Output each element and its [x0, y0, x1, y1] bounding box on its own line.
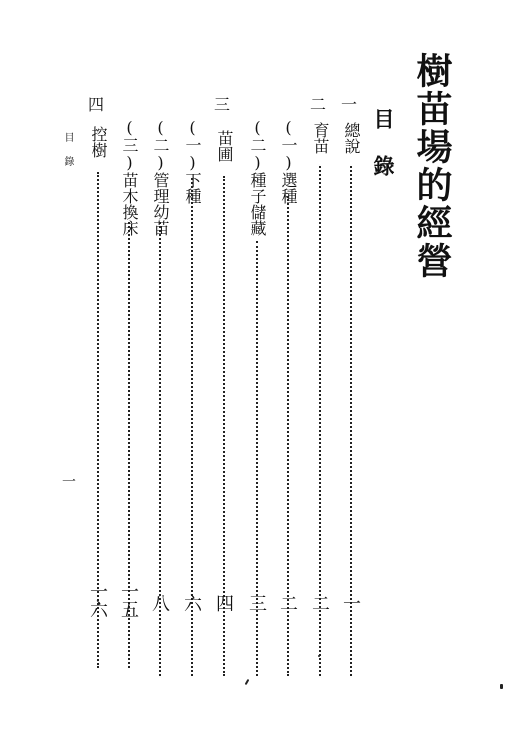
toc-entry-label: 控樹 — [89, 126, 108, 158]
toc-entry-label: 苗圃 — [215, 130, 234, 162]
toc-entry-label: (二)種子儲藏 — [248, 118, 267, 236]
toc-entry-page: 一 — [340, 594, 361, 612]
toc-entry-label: (二)管理幼苗 — [151, 118, 170, 236]
toc-entry-page: 八 — [149, 594, 170, 612]
toc-entry-label: 育苗 — [311, 122, 330, 154]
running-head: 目錄 — [62, 132, 73, 180]
toc-entry-page: 二 — [309, 594, 330, 612]
toc-entry-number: 一 — [341, 95, 358, 114]
toc-entry-page: 一五 — [118, 582, 139, 618]
toc-entry-label: (三)苗木換床 — [120, 118, 139, 236]
toc-heading: 目錄 — [371, 108, 396, 202]
toc-entry-label: (一)選種 — [279, 118, 298, 204]
paper-speck — [245, 679, 250, 685]
toc-entry-page: 六 — [181, 594, 202, 612]
toc-entry-number: 三 — [214, 95, 231, 114]
paper-speck — [500, 684, 503, 689]
toc-entry-page: 四 — [213, 594, 234, 612]
folio-page-number: 一 — [60, 474, 76, 488]
toc-entry-label: 總說 — [342, 122, 361, 154]
toc-entry-page: 一六 — [87, 582, 108, 618]
book-title: 樹苗場的經營 — [411, 52, 453, 280]
toc-entry-page: 二 — [277, 594, 298, 612]
paper-speck — [318, 655, 320, 657]
toc-entry-page: 三 — [246, 594, 267, 612]
toc-entry-number: 四 — [88, 95, 105, 114]
toc-entry-label: (一)下種 — [183, 118, 202, 204]
toc-entry-number: 二 — [310, 95, 327, 114]
